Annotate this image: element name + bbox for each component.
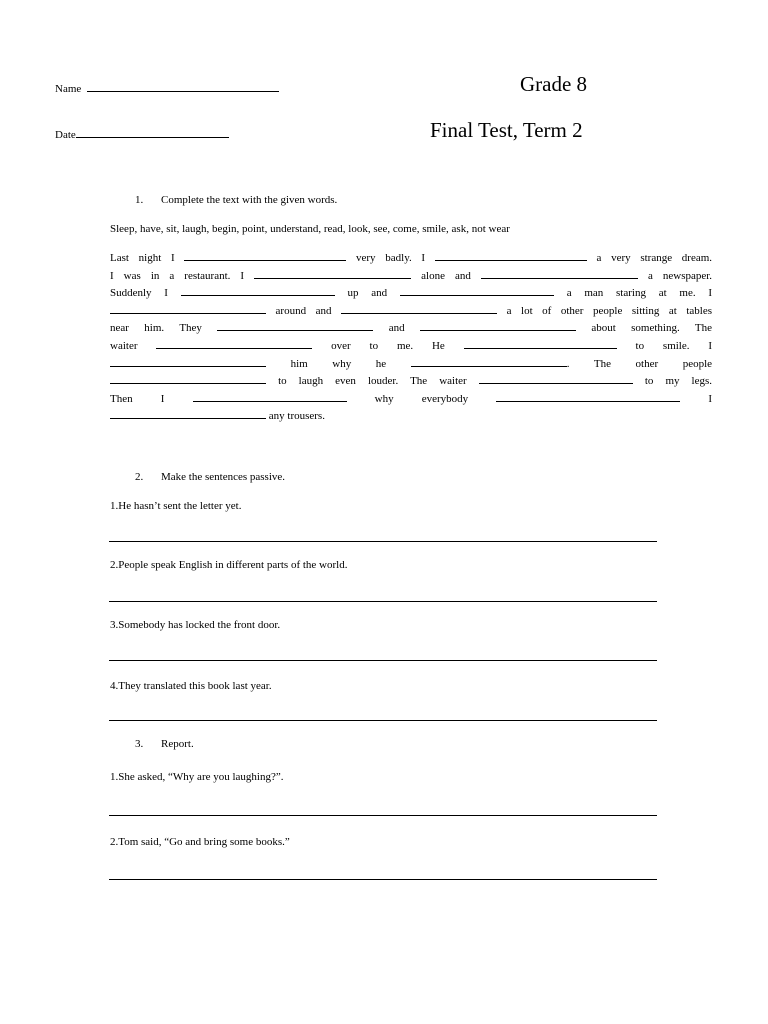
section-2-number: 2. (135, 471, 144, 483)
text-line-6: waiter over to me. He to smile. I (110, 339, 713, 352)
answer-line-2-1[interactable] (109, 541, 657, 542)
gap-fill-text (110, 250, 712, 426)
text-line-1: Last night I very badly. I a very strange dream. (110, 252, 713, 264)
text-line-5: near him. They and about something. The (110, 322, 712, 335)
blank-5[interactable] (181, 286, 335, 296)
name-label: Name (55, 83, 82, 95)
blank-3[interactable] (254, 269, 411, 279)
text-line-7: him why he . The other people (110, 356, 712, 374)
section-3-number: 3. (135, 738, 144, 750)
blank-1[interactable] (184, 251, 346, 261)
blank-9[interactable] (217, 321, 373, 331)
date-field[interactable] (55, 128, 229, 141)
report-item-1: 1.She asked, “Why are you laughing?”. (110, 771, 284, 783)
passive-item-2: 2.People speak English in different parts of the world. (110, 559, 348, 571)
blank-7[interactable] (110, 304, 266, 314)
section-3-heading (135, 738, 194, 750)
test-title: Final Test, Term 2 (430, 118, 583, 142)
section-3-instruction: Report. (161, 738, 194, 750)
text-line-8: to laugh even louder. The waiter to my legs. (110, 373, 712, 391)
blank-16[interactable] (479, 374, 633, 384)
name-field[interactable] (55, 82, 279, 95)
blank-2[interactable] (435, 251, 587, 261)
blank-15[interactable] (110, 374, 266, 384)
name-blank[interactable] (87, 82, 279, 92)
date-label: Date (55, 129, 76, 141)
blank-13[interactable] (110, 357, 266, 367)
passive-item-1: 1.He hasn’t sent the letter yet. (110, 500, 242, 512)
blank-8[interactable] (341, 304, 497, 314)
text-line-9: Then I why everybody I (110, 392, 713, 405)
text-line-4: around and a lot of other people sitting at tables (110, 303, 712, 321)
blank-6[interactable] (400, 286, 554, 296)
blank-18[interactable] (496, 392, 680, 402)
blank-19[interactable] (110, 409, 266, 419)
word-bank: Sleep, have, sit, laugh, begin, point, understand, read, look, see, come, smile, ask, not wear (110, 223, 510, 235)
blank-14[interactable] (411, 357, 567, 367)
date-blank[interactable] (76, 128, 229, 138)
text-line-10: any trousers. (110, 408, 712, 426)
report-item-2: 2.Tom said, “Go and bring some books.” (110, 836, 290, 848)
blank-4[interactable] (481, 269, 638, 279)
section-1-instruction: Complete the text with the given words. (161, 194, 338, 206)
blank-12[interactable] (464, 339, 617, 349)
grade-heading: Grade 8 (520, 72, 588, 96)
answer-line-2-4[interactable] (109, 720, 657, 721)
answer-line-2-2[interactable] (109, 601, 657, 602)
answer-line-3-1[interactable] (109, 815, 657, 816)
text-line-3: Suddenly I up and a man staring at me. I (110, 287, 713, 300)
blank-11[interactable] (156, 339, 312, 349)
blank-17[interactable] (193, 392, 347, 402)
passive-item-4: 4.They translated this book last year. (110, 680, 272, 692)
section-2-heading (135, 471, 285, 483)
passive-item-3: 3.Somebody has locked the front door. (110, 619, 281, 631)
text-line-2: I was in a restaurant. I alone and a newspaper. (110, 269, 713, 282)
section-1-heading (135, 194, 337, 206)
section-2-instruction: Make the sentences passive. (161, 471, 286, 483)
section-1-number: 1. (135, 194, 144, 206)
answer-line-3-2[interactable] (109, 879, 657, 880)
blank-10[interactable] (420, 321, 576, 331)
answer-line-2-3[interactable] (109, 660, 657, 661)
